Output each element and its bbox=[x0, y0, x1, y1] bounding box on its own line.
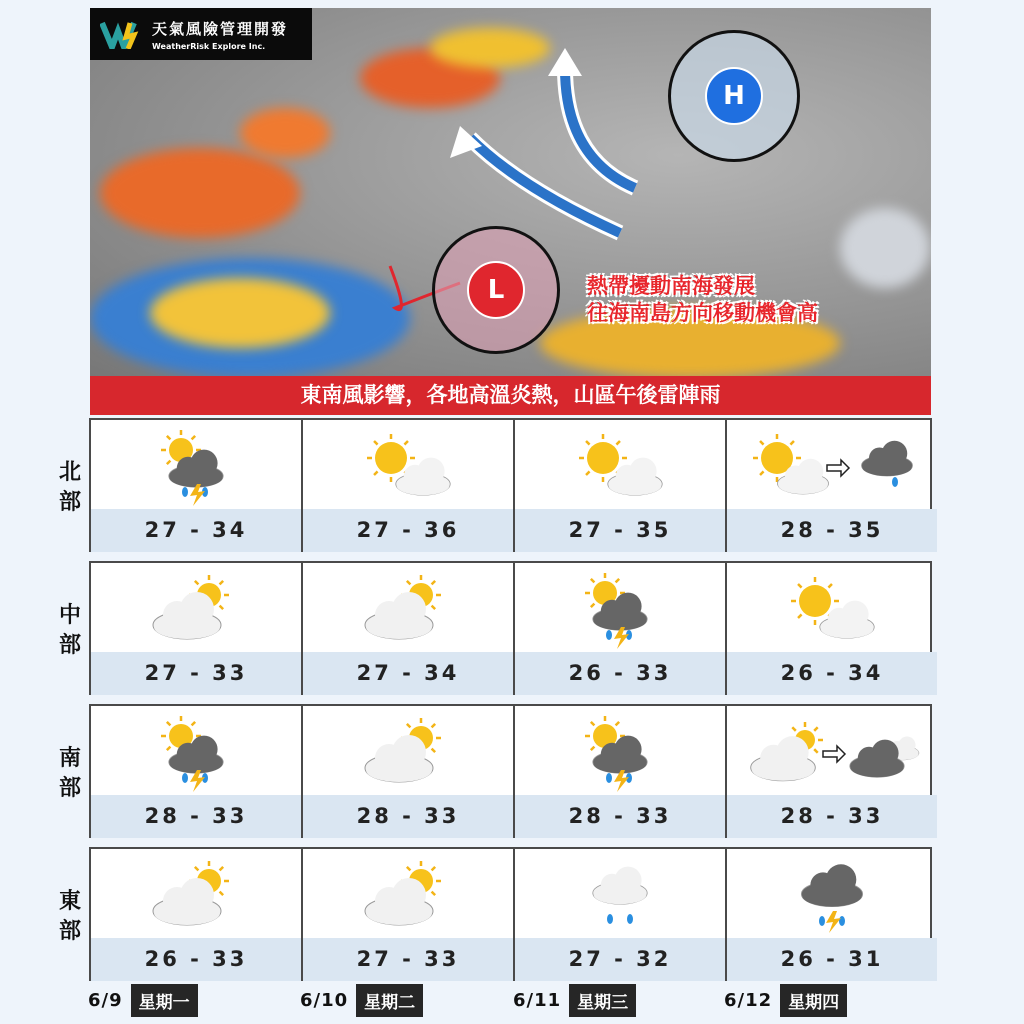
forecast-cell bbox=[91, 706, 303, 836]
weather-icon bbox=[91, 706, 301, 795]
forecast-cell bbox=[727, 420, 937, 550]
region-char: 北 bbox=[58, 460, 81, 485]
region-char: 東 bbox=[58, 889, 81, 914]
low-label: L bbox=[467, 261, 525, 319]
date: 6/10 bbox=[300, 990, 349, 1011]
temperature-range: 26 - 34 bbox=[727, 652, 937, 695]
temperature-range: 27 - 35 bbox=[515, 509, 725, 552]
weather-icon bbox=[303, 706, 513, 795]
temperature-range: 27 - 36 bbox=[303, 509, 513, 552]
map-annotation bbox=[587, 273, 818, 327]
forecast-row bbox=[89, 561, 932, 695]
temperature-range: 27 - 33 bbox=[303, 938, 513, 981]
forecast-cell bbox=[303, 420, 515, 550]
temperature-range: 27 - 34 bbox=[91, 509, 301, 552]
cloud-icon bbox=[801, 864, 862, 906]
temperature-range: 28 - 35 bbox=[727, 509, 937, 552]
forecast-cell bbox=[515, 849, 727, 979]
high-pressure-marker bbox=[668, 30, 800, 162]
region-char: 中 bbox=[58, 603, 81, 628]
temperature-range: 26 - 33 bbox=[515, 652, 725, 695]
weather-icon bbox=[303, 563, 513, 652]
lightning-icon bbox=[826, 911, 841, 933]
forecast-cell bbox=[91, 420, 303, 550]
arrow-right-icon bbox=[827, 460, 849, 476]
temperature-range: 27 - 33 bbox=[91, 652, 301, 695]
cloud-icon bbox=[862, 441, 913, 476]
region-char: 部 bbox=[58, 490, 81, 515]
logo-name: 天氣風險管理開發 bbox=[152, 19, 289, 38]
region-char: 部 bbox=[58, 633, 81, 658]
forecast-cell bbox=[727, 563, 937, 693]
weather-icon bbox=[91, 420, 301, 509]
forecast-cell bbox=[303, 849, 515, 979]
forecast-cell bbox=[727, 706, 937, 836]
temperature-range: 28 - 33 bbox=[727, 795, 937, 838]
forecast-cell bbox=[91, 563, 303, 693]
annotation-line: 熱帶擾動南海發展 bbox=[587, 274, 755, 298]
region-char: 部 bbox=[58, 776, 81, 801]
temperature-range: 28 - 33 bbox=[303, 795, 513, 838]
weather-icon bbox=[727, 706, 937, 795]
weather-icon bbox=[515, 563, 725, 652]
weekday: 星期四 bbox=[780, 984, 847, 1017]
date: 6/9 bbox=[88, 990, 123, 1011]
rain-icon bbox=[892, 477, 898, 487]
temperature-range: 26 - 31 bbox=[727, 938, 937, 981]
forecast-cell bbox=[303, 706, 515, 836]
forecast-row bbox=[89, 704, 932, 838]
temperature-range: 28 - 33 bbox=[91, 795, 301, 838]
forecast-row bbox=[89, 847, 932, 981]
forecast-cell bbox=[91, 849, 303, 979]
weather-icon bbox=[515, 849, 725, 938]
weekday: 星期一 bbox=[131, 984, 198, 1017]
region-char: 部 bbox=[58, 919, 81, 944]
region-label bbox=[56, 458, 84, 518]
date: 6/11 bbox=[513, 990, 562, 1011]
weather-icon bbox=[303, 420, 513, 509]
region-label bbox=[56, 744, 84, 804]
arrow-right-icon bbox=[823, 746, 845, 762]
weather-icon bbox=[91, 849, 301, 938]
annotation-line: 往海南島方向移動機會高 bbox=[587, 301, 818, 325]
date: 6/12 bbox=[724, 990, 773, 1011]
temperature-range: 27 - 34 bbox=[303, 652, 513, 695]
headline-banner: 東南風影響，各地高溫炎熱，山區午後雷陣雨 bbox=[90, 376, 931, 415]
weather-icon bbox=[515, 706, 725, 795]
weather-icon bbox=[303, 849, 513, 938]
logo-mark-icon bbox=[100, 19, 144, 49]
region-label bbox=[56, 601, 84, 661]
temperature-range: 28 - 33 bbox=[515, 795, 725, 838]
region-label bbox=[56, 887, 84, 947]
region-char: 南 bbox=[58, 746, 81, 771]
forecast-row bbox=[89, 418, 932, 552]
weather-icon bbox=[91, 563, 301, 652]
forecast-cell bbox=[515, 420, 727, 550]
date-label bbox=[724, 984, 847, 1017]
cloud-icon bbox=[593, 867, 647, 905]
low-pressure-marker bbox=[432, 226, 560, 354]
weather-icon bbox=[727, 563, 937, 652]
high-label: H bbox=[705, 67, 763, 125]
temperature-range: 26 - 33 bbox=[91, 938, 301, 981]
date-label bbox=[513, 984, 636, 1017]
weather-icon bbox=[727, 420, 937, 509]
weekday: 星期三 bbox=[569, 984, 636, 1017]
forecast-cell bbox=[727, 849, 937, 979]
date-label bbox=[88, 984, 198, 1017]
weather-icon bbox=[727, 849, 937, 938]
rain-icon bbox=[607, 914, 633, 924]
weather-icon bbox=[515, 420, 725, 509]
logo-subtitle: WeatherRisk Explore Inc. bbox=[152, 41, 266, 51]
satellite-map bbox=[90, 8, 931, 376]
weekday: 星期二 bbox=[356, 984, 423, 1017]
forecast-cell bbox=[515, 706, 727, 836]
temperature-range: 27 - 32 bbox=[515, 938, 725, 981]
forecast-cell bbox=[303, 563, 515, 693]
date-label bbox=[300, 984, 423, 1017]
logo bbox=[90, 8, 312, 60]
forecast-cell bbox=[515, 563, 727, 693]
